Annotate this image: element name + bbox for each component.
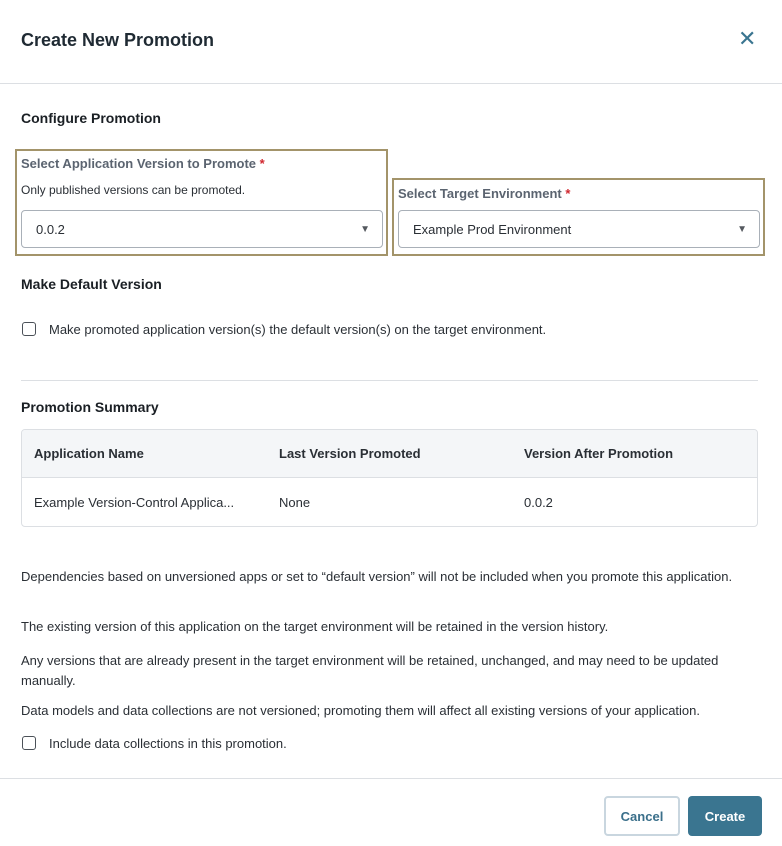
column-header: Last Version Promoted: [279, 446, 421, 461]
app-version-hint: Only published versions can be promoted.: [21, 183, 246, 197]
target-env-field: [392, 178, 765, 256]
data-collections-checkbox[interactable]: [22, 736, 36, 750]
target-env-select[interactable]: [398, 210, 760, 248]
note-data-models: Data models and data collections are not versioned; promoting them will affect all existing versions of your application.: [21, 703, 701, 718]
table-cell: None: [279, 494, 311, 510]
app-version-label: Select Application Version to Promote: [21, 156, 257, 171]
required-marker: *: [259, 156, 265, 171]
data-collections-label: Include data collections in this promotion.: [49, 736, 287, 751]
dropdown-caret-icon: ▼: [360, 223, 370, 235]
app-version-field: [15, 149, 388, 256]
default-version-checkbox[interactable]: [22, 322, 36, 336]
dialog-title: Create New Promotion: [21, 30, 215, 50]
table-header: [22, 430, 757, 478]
close-icon[interactable]: ✕: [738, 26, 757, 51]
column-header: Version After Promotion: [524, 446, 674, 461]
summary-table: [21, 429, 758, 527]
cancel-button[interactable]: Cancel: [604, 796, 680, 836]
dropdown-caret-icon: ▼: [737, 223, 747, 235]
table-cell: 0.0.2: [524, 494, 553, 510]
app-version-select[interactable]: [21, 210, 383, 248]
table-row: [22, 478, 757, 526]
note-dependencies: Dependencies based on unversioned apps or set to “default version” will not be included when you promote this application.: [21, 569, 733, 584]
note-existing: Any versions that are already present in the target environment will be retained, unchanged, and may need to be updated manually.: [21, 653, 719, 688]
table-cell: Example Version-Control Applica...: [34, 494, 235, 510]
divider: [21, 380, 758, 381]
required-marker: *: [565, 186, 571, 201]
divider: [0, 778, 782, 779]
target-env-value: Example Prod Environment: [413, 221, 572, 237]
column-header: Application Name: [34, 446, 144, 461]
target-env-label: Select Target Environment: [398, 186, 562, 201]
default-version-heading: Make Default Version: [21, 276, 162, 292]
divider: [0, 83, 782, 84]
configure-heading: Configure Promotion: [21, 110, 161, 126]
note-retained: The existing version of this application on the target environment will be retained in the version history.: [21, 619, 609, 634]
create-button[interactable]: Create: [688, 796, 762, 836]
app-version-value: 0.0.2: [36, 221, 65, 237]
summary-heading: Promotion Summary: [21, 399, 159, 415]
default-version-label: Make promoted application version(s) the default version(s) on the target environment.: [49, 322, 547, 337]
